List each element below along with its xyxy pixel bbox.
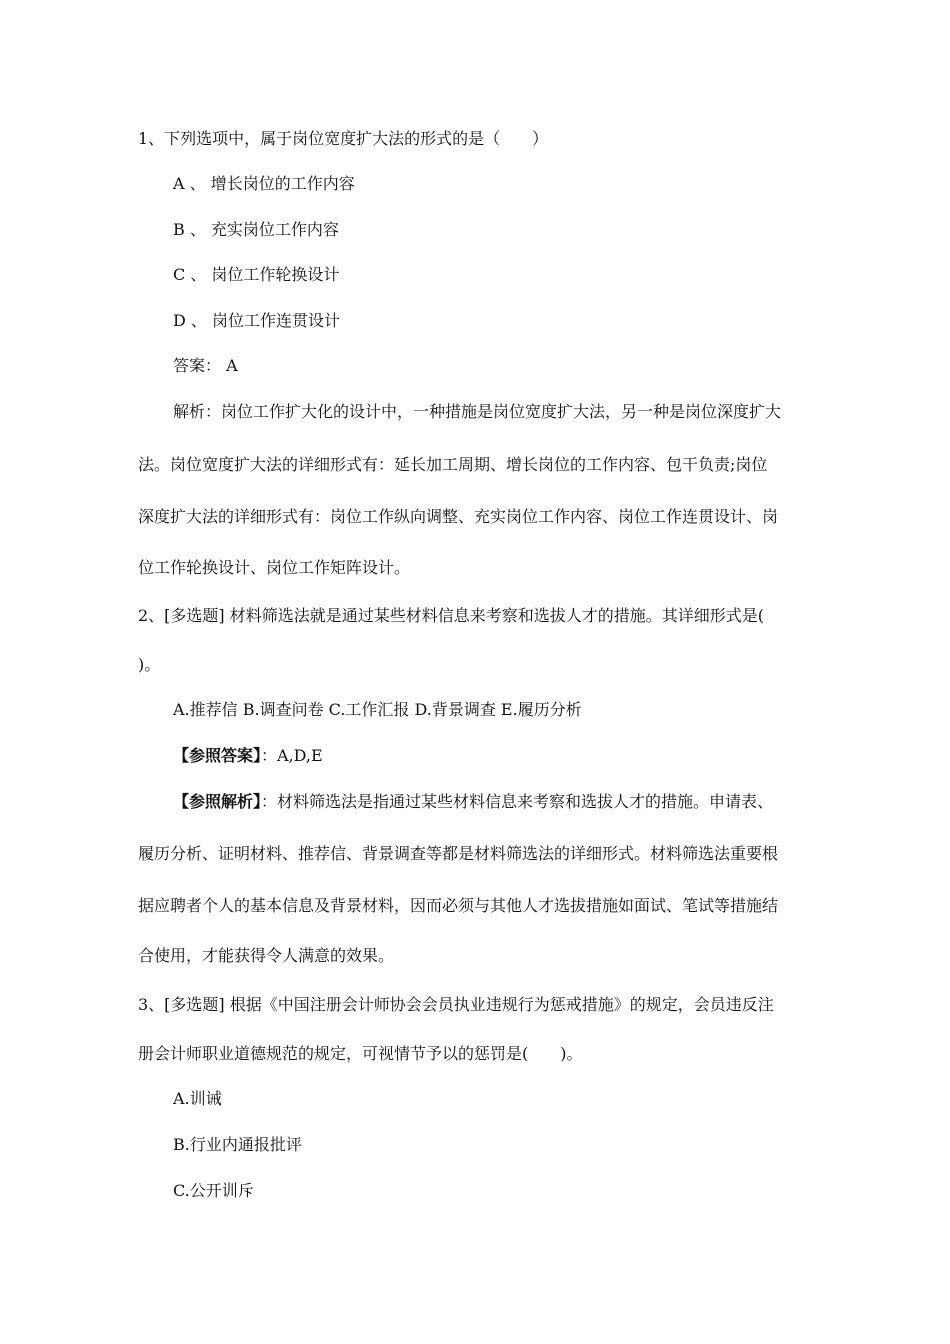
question-1-option-c: C 、 岗位工作轮换设计: [173, 265, 340, 284]
question-1-option-d: D 、 岗位工作连贯设计: [173, 311, 341, 330]
reference-analysis-label: 【参照解析】: [173, 792, 262, 811]
reference-answer-value: ：A,D,E: [261, 746, 323, 765]
question-1-analysis-line: 深度扩大法的详细形式有：岗位工作纵向调整、充实岗位工作内容、岗位工作连贯设计、岗: [138, 507, 779, 526]
question-1-stem: 1、下列选项中，属于岗位宽度扩大法的形式的是（ ）: [138, 129, 549, 148]
reference-answer-label: 【参照答案】: [173, 746, 262, 765]
question-1-analysis-line: 解析：岗位工作扩大化的设计中，一种措施是岗位宽度扩大法，另一种是岗位深度扩大: [173, 402, 782, 421]
question-2-stem-line: 2、[多选题] 材料筛选法就是通过某些材料信息来考察和选拔人才的措施。其详细形式是(: [138, 606, 764, 625]
question-2-answer: [173, 745, 828, 767]
question-3-stem-line: 3、[多选题] 根据《中国注册会计师协会会员执业违规行为惩戒措施》的规定，会员违反注: [138, 995, 774, 1014]
question-3-option-a: A.训诫: [173, 1089, 222, 1108]
question-3-option-c: C.公开训斥: [173, 1181, 254, 1200]
question-1-analysis-line: 法。岗位宽度扩大法的详细形式有：延长加工周期、增长岗位的工作内容、包干负责;岗位: [138, 455, 768, 474]
question-2-analysis-line: 履历分析、证明材料、推荐信、背景调查等都是材料筛选法的详细形式。材料筛选法重要根: [138, 844, 779, 863]
question-1-answer: 答案： A: [173, 356, 238, 375]
question-2-analysis-line: 据应聘者个人的基本信息及背景材料，因而必须与其他人才选拔措施如面试、笔试等措施结: [138, 896, 779, 915]
question-1-option-b: B 、 充实岗位工作内容: [173, 220, 339, 239]
question-2-options: A.推荐信 B.调查问卷 C.工作汇报 D.背景调查 E.履历分析: [173, 700, 582, 719]
question-2-analysis-line: [173, 791, 828, 813]
question-1-analysis-line: 位工作轮换设计、岗位工作矩阵设计。: [138, 558, 411, 577]
question-2-analysis-line: 合使用，才能获得令人满意的效果。: [138, 946, 395, 965]
question-3-stem-line: 册会计师职业道德规范的规定，可视情节予以的惩罚是( )。: [138, 1044, 583, 1063]
question-2-stem-line: )。: [138, 655, 161, 674]
question-3-option-b: B.行业内通报批评: [173, 1135, 302, 1154]
reference-analysis-text: ：材料筛选法是指通过某些材料信息来考察和选拔人才的措施。申请表、: [261, 792, 774, 811]
question-1-option-a: A 、 增长岗位的工作内容: [173, 174, 355, 193]
